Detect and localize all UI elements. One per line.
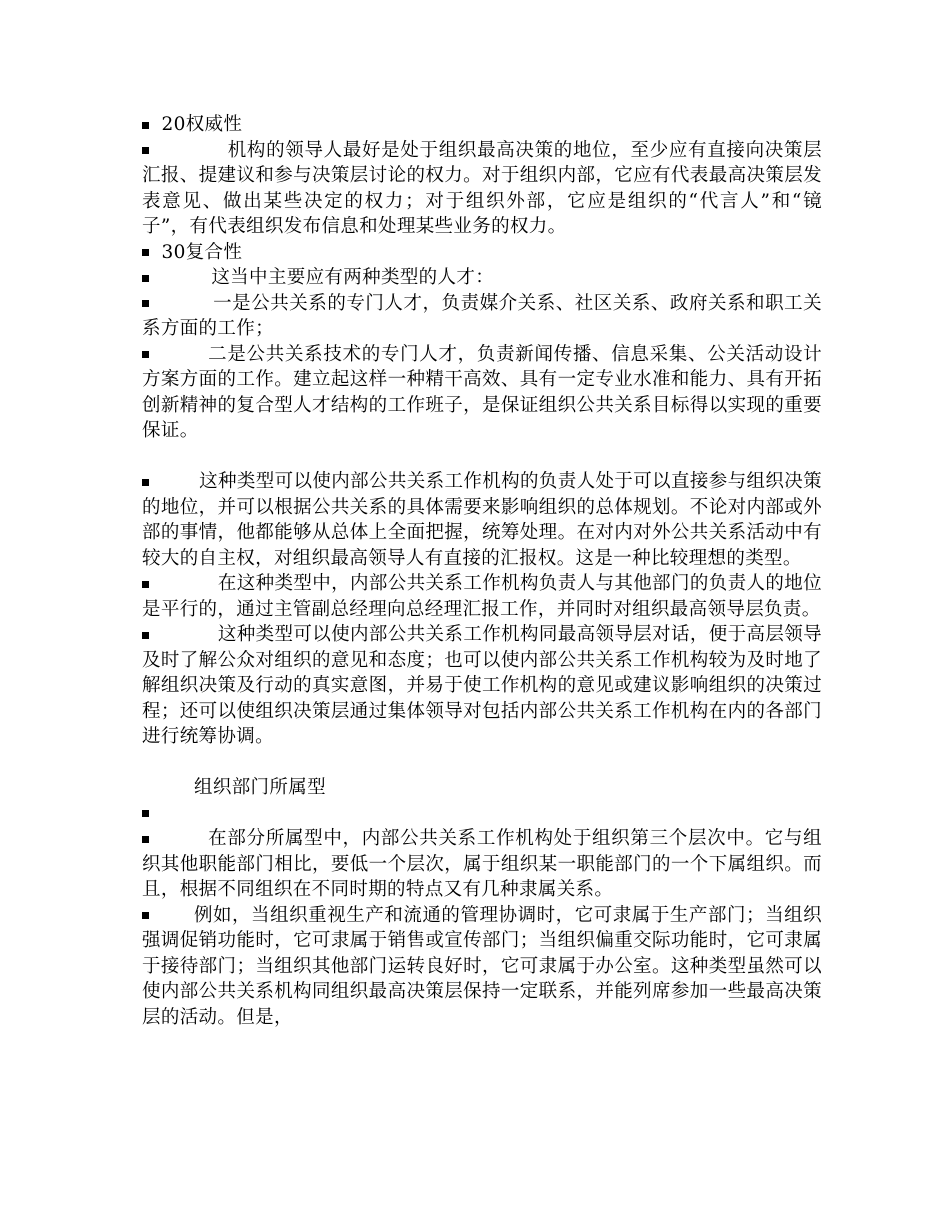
document-page — [142, 112, 822, 1030]
paragraph-indent — [149, 114, 161, 135]
paragraph-text: 一是公共关系的专门人才，负责媒介关系、社区关系、政府关系和职工关系方面的工作； — [142, 292, 823, 339]
paragraph-indent — [149, 624, 218, 645]
paragraph — [142, 265, 822, 291]
paragraph — [142, 291, 822, 342]
paragraph — [142, 622, 822, 750]
paragraph — [142, 240, 822, 266]
blank-line — [142, 750, 822, 776]
square-bullet-icon — [142, 632, 149, 639]
paragraph-indent — [149, 293, 213, 314]
blank-line — [142, 444, 822, 470]
paragraph — [142, 801, 822, 827]
paragraph-indent — [149, 140, 228, 161]
paragraph-indent — [149, 242, 161, 263]
square-bullet-icon — [142, 300, 149, 307]
square-bullet-icon — [142, 836, 149, 843]
paragraph — [142, 138, 822, 240]
paragraph-indent — [149, 267, 211, 288]
paragraph-text: 20权威性 — [161, 114, 243, 135]
paragraph-text: 机构的领导人最好是处于组织最高决策的地位，至少应有直接向决策层汇报、提建议和参与决策层讨论的权力。对于组织内部，它应有代表最高决策层发表意见、做出某些决定的权力；对于组织外部，它应是组织的“代言人”和“镜子”，有代表组织发布信息和处理某些业务的权力。 — [142, 139, 822, 237]
paragraph-text: 在部分所属型中，内部公共关系工作机构处于组织第三个层次中。它与组织其他职能部门相比，要低一个层次，属于组织某一职能部门的一个下属组织。而且，根据不同组织在不同时期的特点又有几种隶属关系。 — [142, 828, 823, 900]
paragraph-text: 30复合性 — [161, 241, 243, 263]
square-bullet-icon — [142, 351, 149, 358]
paragraph-text: 二是公共关系技术的专门人才，负责新闻传播、信息采集、公关活动设计方案方面的工作。建立起这样一种精干高效、具有一定专业水准和能力、具有开拓创新精神的复合型人才结构的工作班子，是保证组织公共关系目标得以实现的重要保证。 — [142, 343, 823, 441]
square-bullet-icon — [142, 147, 149, 154]
square-bullet-icon — [142, 810, 149, 817]
paragraph-indent — [149, 344, 208, 365]
section-heading-text: 组织部门所属型 — [194, 777, 326, 798]
paragraph — [142, 571, 822, 622]
square-bullet-icon — [142, 479, 149, 486]
paragraph-text: 这种类型可以使内部公共关系工作机构的负责人处于可以直接参与组织决策的地位，并可以根据公共关系的具体需要来影响组织的总体规划。不论对内部或外部的事情，他都能够从总体上全面把握，统筹处理。在对内对外公共关系活动中有较大的自主权，对组织最高领导人有直接的汇报权。这是一种比较理想的类型。 — [142, 471, 822, 569]
square-bullet-icon — [142, 912, 149, 919]
paragraph — [142, 112, 822, 138]
square-bullet-icon — [142, 249, 149, 256]
paragraph-text: 例如，当组织重视生产和流通的管理协调时，它可隶属于生产部门；当组织强调促销功能时，它可隶属于销售或宣传部门；当组织偏重交际功能时，它可隶属于接待部门；当组织其他部门运转良好时，它可隶属于办公室。这种类型虽然可以使内部公共关系机构同组织最高决策层保持一定联系，并能列席参加一些最高决策层的活动。但是， — [142, 904, 822, 1028]
square-bullet-icon — [142, 275, 149, 282]
paragraph — [142, 826, 822, 903]
section-heading — [142, 775, 822, 801]
paragraph — [142, 469, 822, 571]
square-bullet-icon — [142, 122, 149, 129]
square-bullet-icon — [142, 581, 149, 588]
paragraph-indent — [149, 471, 199, 492]
paragraph-indent — [149, 573, 218, 594]
paragraph — [142, 342, 822, 444]
paragraph — [142, 903, 822, 1031]
paragraph-indent — [149, 905, 194, 926]
paragraph-text: 在这种类型中，内部公共关系工作机构负责人与其他部门的负责人的地位是平行的，通过主管副总经理向总经理汇报工作，并同时对组织最高领导层负责。 — [142, 573, 823, 620]
paragraph-text: 这种类型可以使内部公共关系工作机构同最高领导层对话，便于高层领导及时了解公众对组织的意见和态度；也可以使内部公共关系工作机构较为及时地了解组织决策及行动的真实意图，并易于使工作机构的意见或建议影响组织的决策过程；还可以使组织决策层通过集体领导对包括内部公共关系工作机构在内的各部门进行统筹协调。 — [142, 624, 823, 747]
paragraph-indent — [149, 828, 208, 849]
paragraph-text: 这当中主要应有两种类型的人才： — [211, 267, 495, 288]
